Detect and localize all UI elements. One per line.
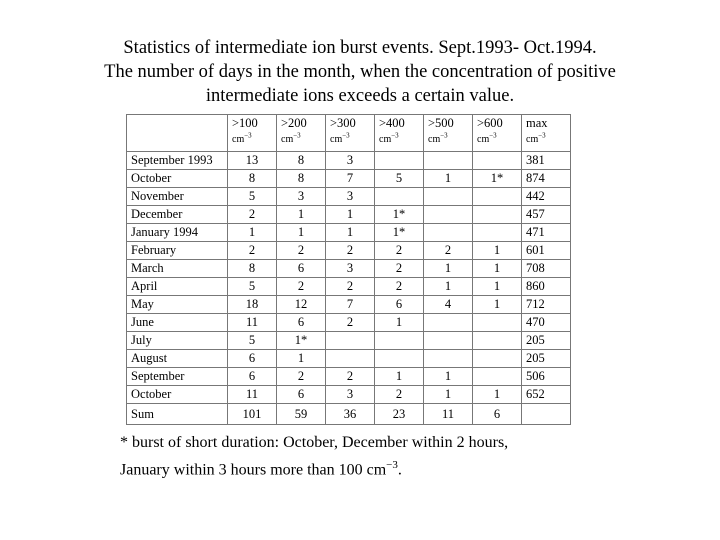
count-cell: 2 bbox=[277, 278, 326, 296]
count-cell: 6 bbox=[277, 386, 326, 404]
count-cell: 3 bbox=[326, 188, 375, 206]
count-cell: 1 bbox=[326, 224, 375, 242]
count-cell: 36 bbox=[326, 404, 375, 425]
header-gt500: >500 $cm^{-3}$ bbox=[424, 115, 473, 152]
table-row bbox=[127, 152, 571, 170]
count-cell: 7 bbox=[326, 296, 375, 314]
row-label: August bbox=[127, 350, 228, 368]
header-gt400: >400 $cm^{-3}$ bbox=[375, 115, 424, 152]
count-cell bbox=[473, 314, 522, 332]
header-gt200: >200 $cm^{-3}$ bbox=[277, 115, 326, 152]
max-cell: 601 bbox=[522, 242, 571, 260]
page-title bbox=[0, 36, 720, 108]
count-cell: 8 bbox=[277, 170, 326, 188]
count-cell bbox=[424, 206, 473, 224]
max-cell: 652 bbox=[522, 386, 571, 404]
count-cell bbox=[424, 152, 473, 170]
count-cell: 3 bbox=[326, 152, 375, 170]
count-cell: 1 bbox=[424, 368, 473, 386]
count-cell: 1 bbox=[424, 386, 473, 404]
count-cell: 1 bbox=[375, 368, 424, 386]
row-label: September bbox=[127, 368, 228, 386]
count-cell: 6 bbox=[277, 260, 326, 278]
table-row bbox=[127, 206, 571, 224]
count-cell: 2 bbox=[228, 242, 277, 260]
max-cell: 457 bbox=[522, 206, 571, 224]
row-label: October bbox=[127, 386, 228, 404]
count-cell bbox=[473, 206, 522, 224]
count-cell: 3 bbox=[277, 188, 326, 206]
table-row bbox=[127, 386, 571, 404]
header-gt300: >300 $cm^{-3}$ bbox=[326, 115, 375, 152]
count-cell: 1 bbox=[473, 296, 522, 314]
count-cell: 2 bbox=[424, 242, 473, 260]
count-cell: 2 bbox=[326, 242, 375, 260]
count-cell: 13 bbox=[228, 152, 277, 170]
count-cell: 1* bbox=[375, 206, 424, 224]
table-header-row bbox=[127, 115, 571, 152]
count-cell: 2 bbox=[277, 368, 326, 386]
count-cell: 2 bbox=[277, 242, 326, 260]
row-label: November bbox=[127, 188, 228, 206]
count-cell: 2 bbox=[326, 314, 375, 332]
table-row bbox=[127, 224, 571, 242]
table-sum-row bbox=[127, 404, 571, 425]
table-row bbox=[127, 296, 571, 314]
table-row bbox=[127, 368, 571, 386]
count-cell: 6 bbox=[228, 350, 277, 368]
count-cell bbox=[473, 332, 522, 350]
count-cell: 1 bbox=[473, 278, 522, 296]
count-cell: 5 bbox=[228, 278, 277, 296]
count-cell: 1 bbox=[473, 242, 522, 260]
row-label: Sum bbox=[127, 404, 228, 425]
count-cell bbox=[424, 350, 473, 368]
count-cell: 6 bbox=[277, 314, 326, 332]
table-body bbox=[127, 152, 571, 425]
count-cell: 1 bbox=[277, 224, 326, 242]
count-cell: 1 bbox=[424, 278, 473, 296]
count-cell: 5 bbox=[375, 170, 424, 188]
count-cell: 2 bbox=[228, 206, 277, 224]
count-cell: 1 bbox=[424, 260, 473, 278]
count-cell bbox=[375, 152, 424, 170]
count-cell: 1 bbox=[228, 224, 277, 242]
header-max: max $cm^{-3}$ bbox=[522, 115, 571, 152]
count-cell: 1 bbox=[375, 314, 424, 332]
count-cell: 7 bbox=[326, 170, 375, 188]
table-row bbox=[127, 260, 571, 278]
table-row bbox=[127, 350, 571, 368]
count-cell: 2 bbox=[375, 260, 424, 278]
header-corner bbox=[127, 115, 228, 152]
table-row bbox=[127, 278, 571, 296]
max-cell: 712 bbox=[522, 296, 571, 314]
count-cell: 59 bbox=[277, 404, 326, 425]
max-cell: 874 bbox=[522, 170, 571, 188]
count-cell bbox=[375, 350, 424, 368]
count-cell: 8 bbox=[228, 260, 277, 278]
count-cell: 8 bbox=[228, 170, 277, 188]
table-row bbox=[127, 170, 571, 188]
count-cell: 2 bbox=[326, 278, 375, 296]
count-cell: 18 bbox=[228, 296, 277, 314]
count-cell bbox=[424, 314, 473, 332]
max-cell: 442 bbox=[522, 188, 571, 206]
max-cell bbox=[522, 404, 571, 425]
row-label: January 1994 bbox=[127, 224, 228, 242]
count-cell bbox=[473, 224, 522, 242]
table-row bbox=[127, 242, 571, 260]
count-cell: 2 bbox=[375, 242, 424, 260]
count-cell: 5 bbox=[228, 188, 277, 206]
row-label: March bbox=[127, 260, 228, 278]
table-row bbox=[127, 332, 571, 350]
count-cell: 1 bbox=[424, 170, 473, 188]
count-cell: 6 bbox=[375, 296, 424, 314]
count-cell bbox=[326, 332, 375, 350]
count-cell: 1 bbox=[326, 206, 375, 224]
count-cell: 1* bbox=[375, 224, 424, 242]
count-cell: 1* bbox=[277, 332, 326, 350]
count-cell bbox=[473, 368, 522, 386]
count-cell: 1 bbox=[473, 260, 522, 278]
count-cell: 101 bbox=[228, 404, 277, 425]
max-cell: 470 bbox=[522, 314, 571, 332]
header-gt600: >600 $cm^{-3}$ bbox=[473, 115, 522, 152]
count-cell bbox=[473, 188, 522, 206]
count-cell bbox=[473, 152, 522, 170]
max-cell: 708 bbox=[522, 260, 571, 278]
count-cell: 3 bbox=[326, 386, 375, 404]
count-cell: 2 bbox=[375, 386, 424, 404]
count-cell: 6 bbox=[473, 404, 522, 425]
count-cell: 23 bbox=[375, 404, 424, 425]
title-line-1: Statistics of intermediate ion burst events. Sept.1993- Oct.1994. bbox=[123, 38, 597, 58]
count-cell bbox=[326, 350, 375, 368]
count-cell: 5 bbox=[228, 332, 277, 350]
ion-burst-table bbox=[126, 114, 571, 425]
table-row bbox=[127, 188, 571, 206]
title-line-2: The number of days in the month, when the concentration of positive bbox=[104, 62, 616, 82]
max-cell: 381 bbox=[522, 152, 571, 170]
count-cell: 4 bbox=[424, 296, 473, 314]
max-cell: 205 bbox=[522, 350, 571, 368]
count-cell: 1 bbox=[277, 206, 326, 224]
count-cell: 11 bbox=[228, 314, 277, 332]
max-cell: 860 bbox=[522, 278, 571, 296]
count-cell: 1* bbox=[473, 170, 522, 188]
count-cell bbox=[375, 332, 424, 350]
count-cell: 2 bbox=[375, 278, 424, 296]
count-cell bbox=[424, 332, 473, 350]
header-gt100: >100 $cm^{-3}$ bbox=[228, 115, 277, 152]
count-cell: 11 bbox=[424, 404, 473, 425]
count-cell: 1 bbox=[277, 350, 326, 368]
title-line-3: intermediate ions exceeds a certain value. bbox=[205, 86, 515, 106]
row-label: September 1993 bbox=[127, 152, 228, 170]
count-cell: 2 bbox=[326, 368, 375, 386]
count-cell: 6 bbox=[228, 368, 277, 386]
max-cell: 506 bbox=[522, 368, 571, 386]
max-cell: 471 bbox=[522, 224, 571, 242]
count-cell bbox=[424, 224, 473, 242]
max-cell: 205 bbox=[522, 332, 571, 350]
count-cell: 11 bbox=[228, 386, 277, 404]
row-label: June bbox=[127, 314, 228, 332]
footnote bbox=[120, 432, 508, 481]
count-cell bbox=[424, 188, 473, 206]
count-cell: 12 bbox=[277, 296, 326, 314]
footnote-line-2: January within 3 hours more than 100 $cm^{-3}$. bbox=[120, 459, 402, 479]
row-label: December bbox=[127, 206, 228, 224]
count-cell: 8 bbox=[277, 152, 326, 170]
row-label: April bbox=[127, 278, 228, 296]
count-cell: 1 bbox=[473, 386, 522, 404]
row-label: July bbox=[127, 332, 228, 350]
count-cell bbox=[375, 188, 424, 206]
footnote-line-1: * burst of short duration: October, December within 2 hours, bbox=[120, 434, 509, 451]
row-label: February bbox=[127, 242, 228, 260]
table-row bbox=[127, 314, 571, 332]
row-label: October bbox=[127, 170, 228, 188]
count-cell bbox=[473, 350, 522, 368]
row-label: May bbox=[127, 296, 228, 314]
count-cell: 3 bbox=[326, 260, 375, 278]
